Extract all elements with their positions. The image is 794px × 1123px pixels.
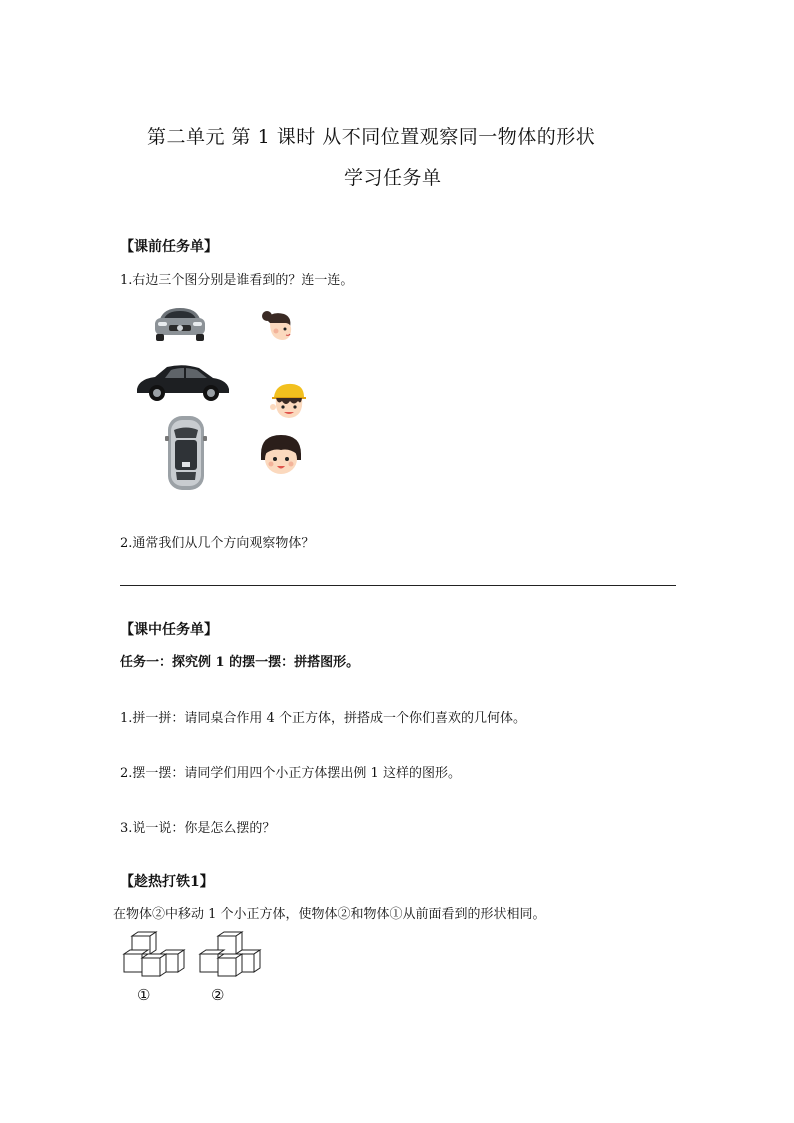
question-2: 2.通常我们从几个方向观察物体？: [120, 536, 315, 551]
child-cap-icon: [268, 381, 310, 421]
task-item-2: 2.摆一摆：请同学们用四个小正方体摆出例 1 这样的图形。: [120, 766, 461, 781]
task-1-title: 任务一：探究例 1 的摆一摆：拼搭图形。: [120, 655, 360, 670]
task-item-3: 3.说一说：你是怎么摆的？: [120, 821, 276, 836]
child-side-icon: [258, 309, 298, 345]
car-top-icon: [162, 414, 210, 492]
figure-label-1: ①: [137, 986, 151, 1004]
figure-label-2: ②: [211, 986, 225, 1004]
question-1: 1.右边三个图分别是谁看到的？连一连。: [120, 273, 354, 288]
pre-class-heading: 【课前任务单】: [120, 239, 218, 255]
answer-line: [120, 585, 676, 586]
page-title: 第二单元 第 1 课时 从不同位置观察同一物体的形状: [147, 126, 596, 148]
task-item-1: 1.拼一拼：请同桌合作用 4 个正方体，拼搭成一个你们喜欢的几何体。: [120, 711, 526, 726]
cube-figure-2: [196, 930, 262, 978]
child-front-icon: [258, 434, 304, 476]
page-subtitle: 学习任务单: [344, 167, 442, 189]
practice-heading: 【趁热打铁1】: [120, 874, 214, 890]
in-class-heading: 【课中任务单】: [120, 622, 218, 638]
practice-question: 在物体②中移动 1 个小正方体，使物体②和物体①从前面看到的形状相同。: [113, 907, 546, 922]
car-side-icon: [133, 361, 233, 405]
cube-figure-1: [120, 930, 186, 978]
car-front-icon: [152, 305, 208, 345]
